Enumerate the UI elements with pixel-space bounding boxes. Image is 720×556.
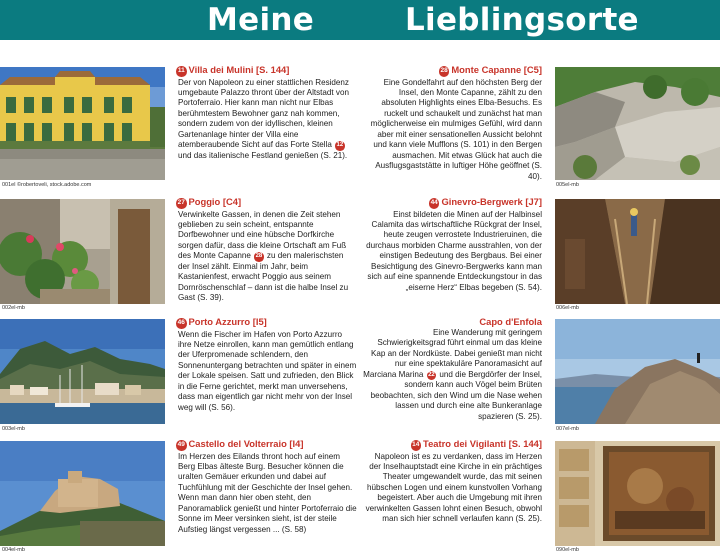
photo-monte-capanne [555,67,720,180]
photo-caption: 007el-mb [556,426,579,432]
map-number-badge: 49 [176,440,187,451]
entry-title: 28 Monte Capanne [C5] [440,64,542,75]
map-number-badge: 44 [429,198,440,209]
entry-text: Eine Wanderung mit geringem Schwierigkeitsgrad führt einmal um das kleine Kap an der Nordküste. Dabei genießt man nicht nur eine spektakuläre Panoramasicht auf Marciana Marina 22 und die Bergdörfer der Insel, sondern kann auch Vögel beim Brüten beobachten, sich den Wind um die Nase wehen lassen und durch eine alte Bunkeranlage spazieren (S. 25). [363,328,542,421]
header-title-part2: Lieblingsorte [405,2,639,38]
photo-caption: 003el-mb [2,426,25,432]
map-number-badge: 46 [176,318,187,329]
map-number-badge: 14 [411,440,422,451]
entry-capo-denfola [363,316,542,422]
entry-text: Wenn die Fischer im Hafen von Porto Azzurro ihre Netze einrollen, kann man gemütlich entlang der Uferpromenade schlendern, den Sonnenuntergang betrachten und später in einem der Lokale speisen. Satt und zufrieden, den Blick in die Ferne gerichtet, merkt man unversehens, dass man eigentlich gar nicht mehr von der Insel weg will (S. 56). [178,329,357,412]
entry-monte-capanne [363,64,542,182]
entry-title: 46 Porto Azzurro [I5] [177,316,267,327]
photo-ginevro-bergwerk [555,199,720,304]
photo-caption: 004el-mb [2,547,25,553]
entry-castello-del-volterraio [178,438,357,535]
entry-title: 44 Ginevro-Bergwerk [J7] [430,196,542,207]
map-number-badge: 12 [335,141,345,151]
entry-title: Capo d'Enfola [479,316,542,327]
entry-text: Napoleon ist es zu verdanken, dass im Herzen der Inselhauptstadt eine Kirche in ein prächtiges Theater umgewandelt wurde, das mit seinen hübschen Logen und einem kunstvollen Vorhang begeistert. Aber auch die Umgebung mit ihren verwinkelten Gassen lohnt einen Besuch, obwohl man sich hier schnell verlaufen kann (S. 25). [365,451,542,524]
photo-porto-azzurro [0,319,165,424]
entry-ginevro-bergwerk [363,196,542,293]
photo-castello-del-volterraio [0,441,165,546]
entry-text: Im Herzen des Eilands thront hoch auf einem Berg Elbas älteste Burg. Besucher können die uralten Gemäuer erkunden und dabei auf Tuchfühlung mit der Geschichte der Insel gehen. Wenn man dann hier oben steht, den Panoramablick genießt und hinter Portoferraio die Sonne im Meer versinken sieht, ist der steile Aufstieg längst vergessen ... (S. 58) [178,451,357,534]
entry-title: 27 Poggio [C4] [177,196,242,207]
entry-title: 11 Villa dei Mulini [S. 144] [177,64,290,75]
map-number-badge: 28 [254,252,264,262]
page-header [0,0,720,40]
entry-villa-dei-mulini [178,64,357,161]
map-number-badge: 11 [176,66,187,77]
map-number-badge: 28 [439,66,450,77]
map-number-badge: 27 [176,198,187,209]
photo-poggio [0,199,165,304]
entry-poggio [178,196,357,304]
map-number-badge: 22 [427,371,437,381]
photo-caption: 090el-mb [556,547,579,553]
entry-title: 14 Teatro dei Vigilanti [S. 144] [412,438,542,449]
photo-caption: 002el-mb [2,305,25,311]
photo-teatro-dei-vigilanti [555,441,720,546]
entry-title: 49 Castello del Volterraio [I4] [177,438,304,449]
header-title-part1: Meine [207,2,315,38]
entry-teatro-dei-vigilanti [363,438,542,525]
photo-capo-denfola [555,319,720,424]
entry-text: Eine Gondelfahrt auf den höchsten Berg der Insel, den Monte Capanne, zählt zu den absoluten Highlights eines Elba-Besuchs. Es ruckelt und schaukelt und zunächst hat man möglicherweise ein mulmiges Gefühl, wird dann aber mit einer sensationellen Aussicht belohnt und kann viele Mufflons (S. 101) in den Bergen ausmachen. Mit etwas Glück hat auch die Ausflugsgaststätte in luftiger Höhe geöffnet (S. 40). [370,77,542,181]
entry-text: Einst bildeten die Minen auf der Halbinsel Calamita das wirtschaftliche Rückgrat der Insel, heute zeugen verrostete Industrieruinen, die durchaus morbiden Charme ausstrahlen, von der einstigen Bedeutung des Bergbaus. Bei einer Besichtigung des Ginevro-Bergwerks kann man sich auf eine spannende Entdeckungstour in das „eiserne Herz“ Elbas begeben (S. 54). [366,209,542,292]
entry-text: Verwinkelte Gassen, in denen die Zeit stehen geblieben zu sein scheint, entspannte Dorfbewohner und eine hübsche Dorfkirche sorgen dafür, dass die kleine Ortschaft am Fuß des Monte Capanne 28 zu den malerischsten der Insel zählt. Einmal im Jahr, beim Kastanienfest, erwacht Poggio aus seinem Dornröschenschlaf – dann ist die halbe Insel zu Gast (S. 39). [178,209,349,303]
entry-porto-azzurro [178,316,357,413]
photo-caption: 005el-mb [556,182,579,188]
photo-caption: 001el ©robertoveli, stock.adobe.com [2,182,92,188]
photo-villa-dei-mulini [0,67,165,180]
entry-text: Der von Napoleon zu einer stattlichen Residenz umgebaute Palazzo thront über der Altstadt von Portoferraio. Hier kann man nicht nur Elbas berühmtestem Bewohner ganz nah kommen, sondern zudem von der idyllischen, kleinen Gartenanlage hinter der Villa eine atemberaubende Sicht auf das Forte Stella 12 und das italienische Festland genießen (S. 21). [178,77,349,160]
photo-caption: 006el-mb [556,305,579,311]
